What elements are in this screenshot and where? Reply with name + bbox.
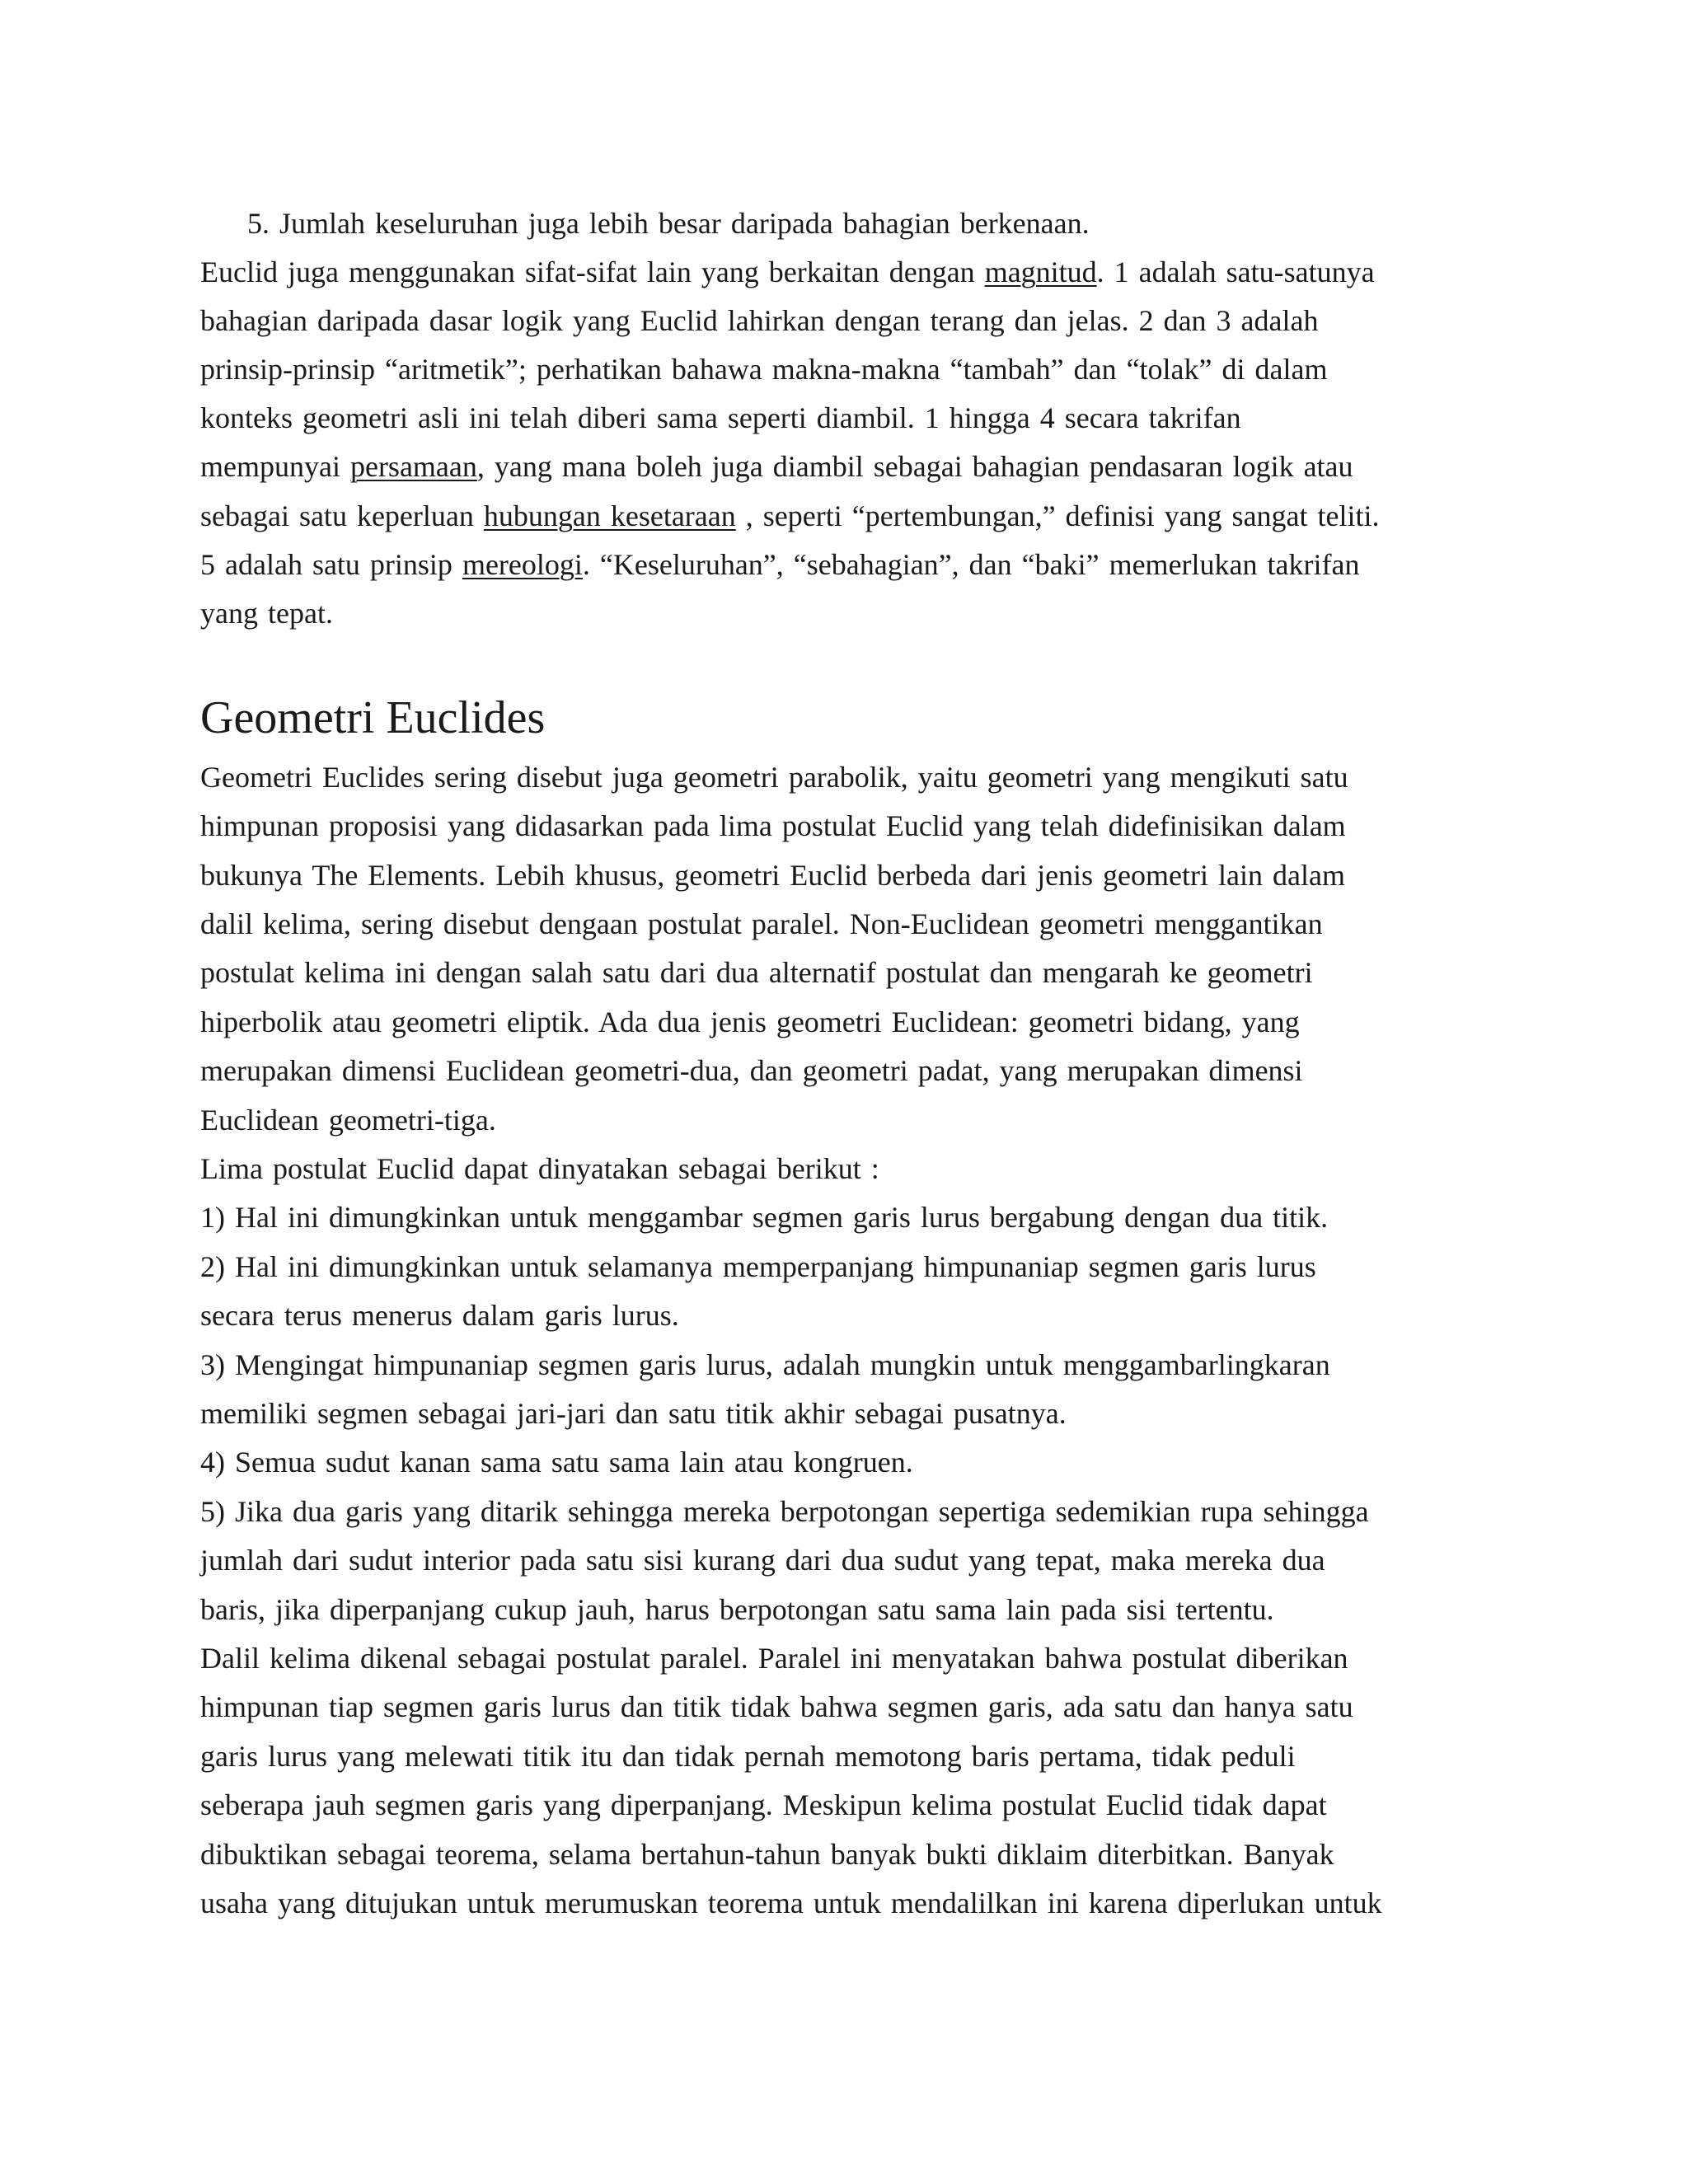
link-persamaan[interactable]: persamaan <box>349 450 477 483</box>
postulate-5-cont: jumlah dari sudut interior pada satu sisi kurang dari dua sudut yang tepat, maka mereka dua <box>200 1544 1325 1577</box>
postulate-2: 2) Hal ini dimungkinkan untuk selamanya memperpanjang himpunaniap segmen garis lurus <box>200 1250 1316 1283</box>
body-text-line: dalil kelima, sering disebut dengaan postulat paralel. Non-Euclidean geometri menggantikan <box>200 907 1323 940</box>
body-text-line: himpunan tiap segmen garis lurus dan titik tidak bahwa segmen garis, ada satu dan hanya satu <box>200 1690 1353 1723</box>
postulate-4: 4) Semua sudut kanan sama satu sama lain atau kongruen. <box>200 1446 913 1479</box>
text-fragment: , yang mana boleh juga diambil sebagai bahagian pendasaran logik atau <box>476 450 1353 483</box>
text-fragment: mempunyai <box>200 450 350 483</box>
intro-text-line: bahagian daripada dasar logik yang Euclid lahirkan dengan terang dan jelas. 2 dan 3 adalah <box>200 304 1319 337</box>
text-fragment: . 1 adalah satu-satunya <box>1096 255 1375 288</box>
intro-text-line <box>200 501 1380 531</box>
intro-text-line: konteks geometri asli ini telah diberi sama seperti diambil. 1 hingga 4 secara takrifan <box>200 401 1241 434</box>
body-text-line: Euclidean geometri-tiga. <box>200 1104 496 1137</box>
postulate-5: 5) Jika dua garis yang ditarik sehingga mereka berpotongan sepertiga sedemikian rupa sehingga <box>200 1495 1369 1528</box>
intro-text-line: yang tepat. <box>200 597 333 630</box>
intro-text-line <box>200 257 1375 287</box>
intro-text-line <box>200 452 1353 481</box>
body-text-line: postulat kelima ini dengan salah satu dari dua alternatif postulat dan mengarah ke geometri <box>200 956 1313 989</box>
body-text-line: Lima postulat Euclid dapat dinyatakan sebagai berikut : <box>200 1152 879 1185</box>
body-text-line: himpunan proposisi yang didasarkan pada lima postulat Euclid yang telah didefinisikan dalam <box>200 809 1346 842</box>
link-magnitud[interactable]: magnitud <box>984 255 1097 288</box>
postulate-1: 1) Hal ini dimungkinkan untuk menggambar segmen garis lurus bergabung dengan dua titik. <box>200 1201 1329 1234</box>
intro-text-line: prinsip-prinsip “aritmetik”; perhatikan bahawa makna-makna “tambah” dan “tolak” di dalam <box>200 353 1328 386</box>
postulate-2-cont: secara terus menerus dalam garis lurus. <box>200 1299 679 1332</box>
text-fragment: sebagai satu keperluan <box>200 499 484 532</box>
body-text-line: merupakan dimensi Euclidean geometri-dua, dan geometri padat, yang merupakan dimensi <box>200 1054 1303 1087</box>
text-fragment: Euclid juga menggunakan sifat-sifat lain yang berkaitan dengan <box>200 255 985 288</box>
text-fragment: . “Keseluruhan”, “sebahagian”, dan “baki” memerlukan takrifan <box>582 548 1360 581</box>
intro-text-line <box>200 550 1359 579</box>
link-hubungan-kesetaraan[interactable]: hubungan kesetaraan <box>483 499 736 532</box>
text-fragment: , seperti “pertembungan,” definisi yang sangat teliti. <box>735 499 1380 532</box>
postulate-5-cont: baris, jika diperpanjang cukup jauh, harus berpotongan satu sama lain pada sisi tertentu. <box>200 1593 1274 1626</box>
body-text-line: seberapa jauh segmen garis yang diperpanjang. Meskipun kelima postulat Euclid tidak dapat <box>200 1788 1327 1821</box>
link-mereologi[interactable]: mereologi <box>462 548 583 581</box>
postulate-3-cont: memiliki segmen sebagai jari-jari dan satu titik akhir sebagai pusatnya. <box>200 1397 1067 1430</box>
body-text-line: usaha yang ditujukan untuk merumuskan teorema untuk mendalilkan ini karena diperlukan untuk <box>200 1886 1382 1919</box>
text-fragment: 5 adalah satu prinsip <box>200 548 462 581</box>
body-text-line: bukunya The Elements. Lebih khusus, geometri Euclid berbeda dari jenis geometri lain dalam <box>200 859 1345 892</box>
body-text-line: garis lurus yang melewati titik itu dan tidak pernah memotong baris pertama, tidak peduli <box>200 1740 1296 1773</box>
body-text-line: dibuktikan sebagai teorema, selama bertahun-tahun banyak bukti diklaim diterbitkan. Banyak <box>200 1838 1334 1871</box>
list-item-5: 5. Jumlah keseluruhan juga lebih besar daripada bahagian berkenaan. <box>247 207 1090 240</box>
body-text-line: hiperbolik atau geometri eliptik. Ada dua jenis geometri Euclidean: geometri bidang, yang <box>200 1005 1300 1038</box>
postulate-3: 3) Mengingat himpunaniap segmen garis lurus, adalah mungkin untuk menggambarlingkaran <box>200 1348 1330 1381</box>
body-text-line: Dalil kelima dikenal sebagai postulat paralel. Paralel ini menyatakan bahwa postulat diberikan <box>200 1642 1348 1675</box>
body-text-line: Geometri Euclides sering disebut juga geometri parabolik, yaitu geometri yang mengikuti satu <box>200 761 1348 794</box>
section-heading: Geometri Euclides <box>200 692 546 743</box>
